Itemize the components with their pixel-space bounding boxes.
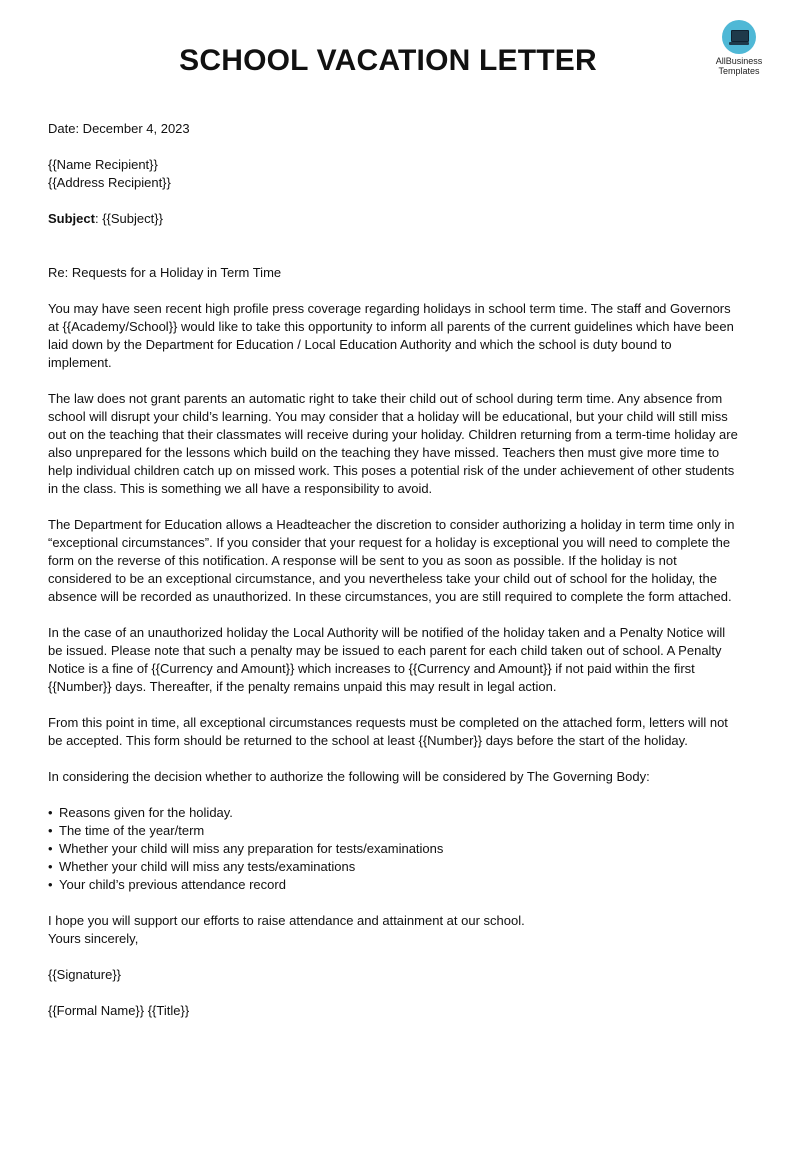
laptop-icon [722,20,756,54]
logo-line-1: AllBusiness [715,56,763,66]
paragraph-2: The law does not grant parents an automatic right to take their child out of school during term time. Any absence from school will disrupt your child’s learning. You may consider that a holiday will be educational, but your child will still miss out on the teaching that their classmates will receive during your holiday. Children returning from a term-time holiday are also unprepared for the lessons which build on the teaching they have missed. Teachers then must give more time to help individual children catch up on missed work. This poses a potential risk of the under achievement of other students in the class. This is something we all have a responsibility to avoid. [48,391,738,496]
bullet-icon: • [48,877,53,892]
bullet-icon: • [48,841,53,856]
bullet-icon: • [48,859,53,874]
criteria-list [48,804,738,894]
paragraph-3: The Department for Education allows a Headteacher the discretion to consider authorizing a holiday in term time only in “exceptional circumstances”. If you consider that your request for a holiday is exceptional you will need to complete the form on the reverse of this notification. A response will be sent to you as soon as possible. If the holiday is not considered to be an exceptional circumstance, and you nevertheless take your child out of school for the holiday, the absence will be recorded as unauthorized. In these circumstances, you are still required to complete the form attached. [48,517,735,604]
list-item: • Whether your child will miss any preparation for tests/examinations [48,841,444,856]
logo-text [704,56,774,76]
subject-label: Subject [48,211,95,226]
letter-body [48,120,738,1038]
re-line: Re: Requests for a Holiday in Term Time [48,265,282,280]
paragraph-1: You may have seen recent high profile press coverage regarding holidays in school term time. The staff and Governors at {{Academy/School}} would like to take this opportunity to inform all parents of the current guidelines which have been laid down by the Department for Education / Local Education Authority and which the school is duty bound to implement. [48,301,734,370]
bullet-icon: • [48,805,53,820]
formal-name: {{Formal Name}} {{Title}} [48,1003,190,1018]
closing-line: I hope you will support our efforts to raise attendance and attainment at our school. [48,913,525,928]
paragraph-6: In considering the decision whether to authorize the following will be considered by The Governing Body: [48,769,650,784]
recipient-address: {{Address Recipient}} [48,175,171,190]
logo-line-2: Templates [718,66,760,76]
list-item: • Your child’s previous attendance record [48,877,286,892]
subject-value: : {{Subject}} [94,211,163,226]
document-title: SCHOOL VACATION LETTER [179,44,597,77]
list-item: • Reasons given for the holiday. [48,805,233,820]
subject-line [48,210,738,228]
date-line: Date: December 4, 2023 [48,121,190,136]
list-item: • Whether your child will miss any tests/examinations [48,859,356,874]
paragraph-4: In the case of an unauthorized holiday the Local Authority will be notified of the holiday taken and a Penalty Notice will be issued. Please note that such a penalty may be issued to each parent for each child taken out of school. A Penalty Notice is a fine of {{Currency and Amount}} which increases to {{Currency and Amount}} if not paid within the first {{Number}} days. Thereafter, if the penalty remains unpaid this may result in legal action. [48,625,726,694]
bullet-icon: • [48,823,53,838]
list-item: • The time of the year/term [48,823,205,838]
sign-off: Yours sincerely, [48,931,139,946]
brand-logo [704,20,774,76]
signature: {{Signature}} [48,967,122,982]
paragraph-5: From this point in time, all exceptional circumstances requests must be completed on the attached form, letters will not be accepted. This form should be returned to the school at least {{Number}} days before the start of the holiday. [48,715,728,748]
recipient-name: {{Name Recipient}} [48,157,158,172]
